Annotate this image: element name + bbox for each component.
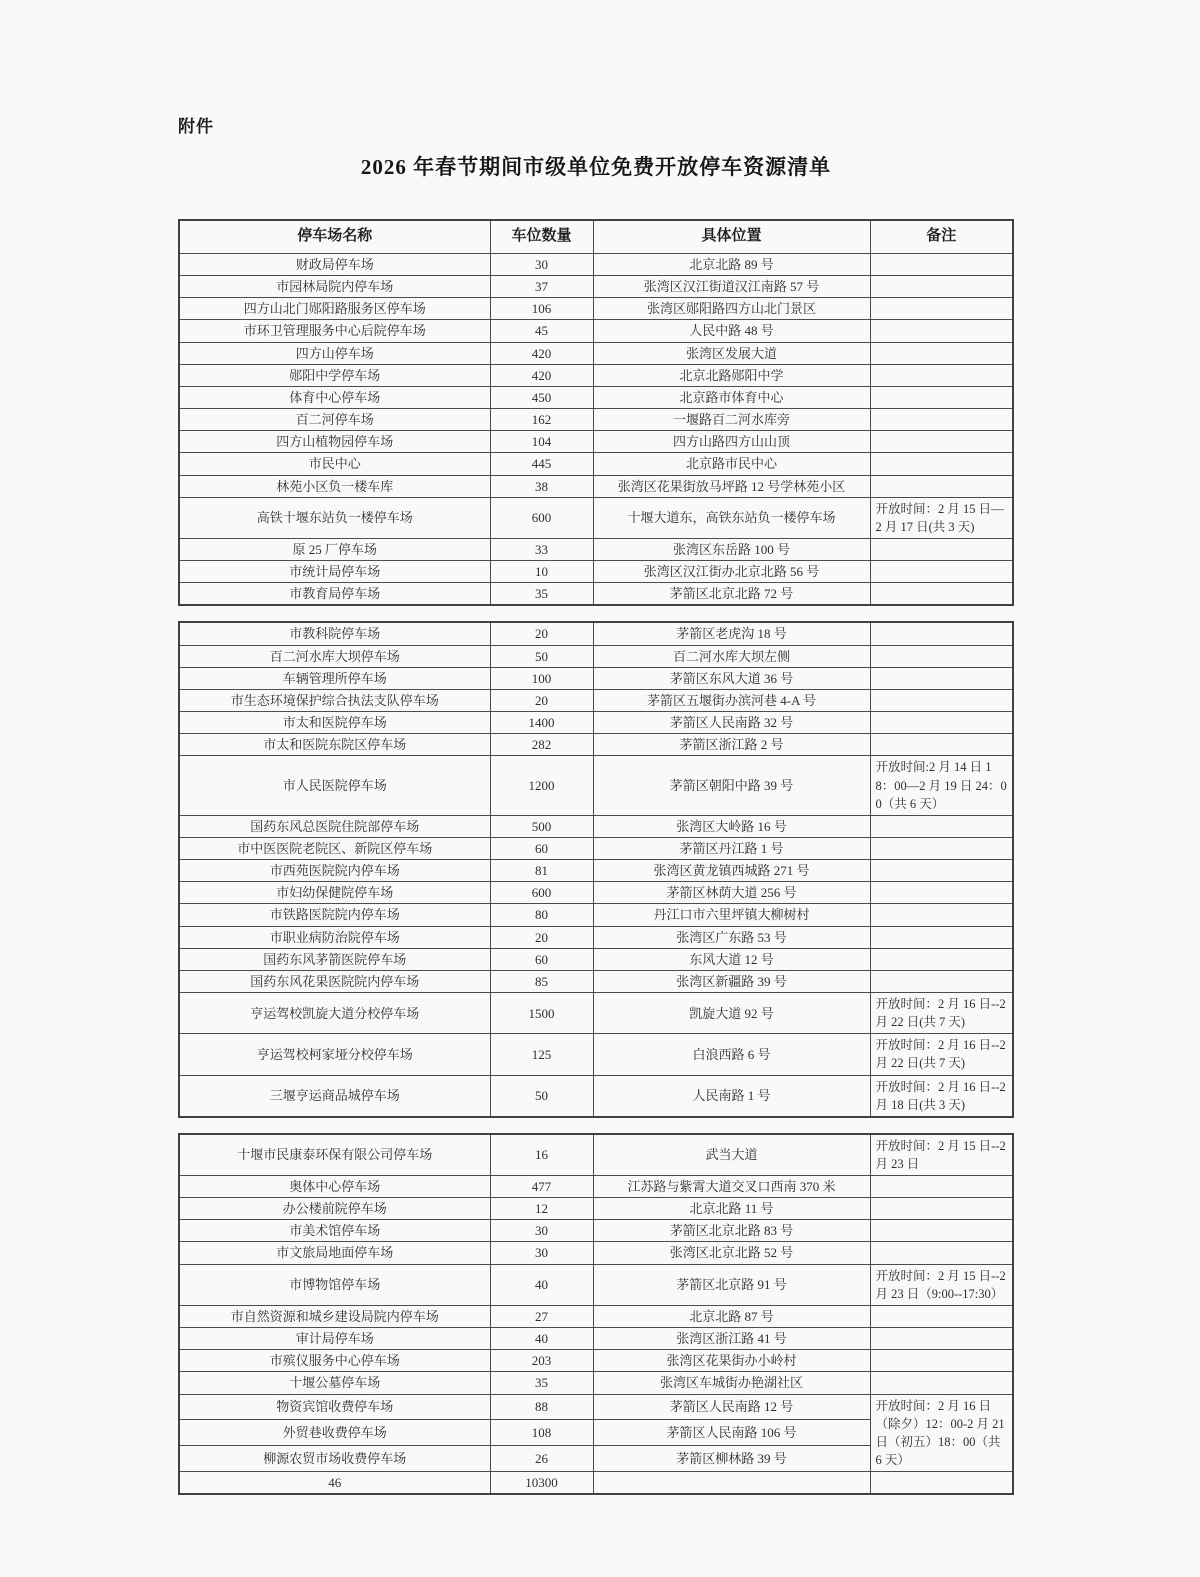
cell-name: 高铁十堰东站负一楼停车场: [179, 497, 490, 538]
cell-name: 体育中心停车场: [179, 386, 490, 408]
cell-name: 市生态环境保护综合执法支队停车场: [179, 689, 490, 711]
cell-count: 420: [490, 342, 593, 364]
cell-remark: [870, 970, 1013, 992]
cell-name: 百二河停车场: [179, 409, 490, 431]
cell-remark: [870, 622, 1013, 645]
cell-location: 张湾区广东路 53 号: [593, 926, 870, 948]
cell-location: 张湾区汉江街办北京北路 56 号: [593, 561, 870, 583]
table-row: [179, 904, 1013, 926]
table-row: [179, 561, 1013, 583]
cell-location: 茅箭区朝阳中路 39 号: [593, 756, 870, 815]
cell-name: 百二河水库大坝停车场: [179, 645, 490, 667]
table-row: [179, 1472, 1013, 1495]
table-row: [179, 298, 1013, 320]
cell-location: 茅箭区林荫大道 256 号: [593, 882, 870, 904]
cell-count: 282: [490, 734, 593, 756]
cell-count: 10300: [490, 1472, 593, 1495]
cell-remark: [870, 386, 1013, 408]
table-row: [179, 409, 1013, 431]
cell-remark: [870, 254, 1013, 276]
cell-remark: [870, 1350, 1013, 1372]
table-row: [179, 431, 1013, 453]
cell-location: [593, 1472, 870, 1495]
cell-count: 16: [490, 1134, 593, 1176]
table-row: [179, 320, 1013, 342]
header-cell-name: 停车场名称: [179, 220, 490, 254]
cell-count: 81: [490, 860, 593, 882]
cell-count: 35: [490, 583, 593, 606]
cell-count: 445: [490, 453, 593, 475]
cell-name: 四方山北门郧阳路服务区停车场: [179, 298, 490, 320]
cell-remark: [870, 364, 1013, 386]
table-row: [179, 1176, 1013, 1198]
cell-count: 38: [490, 475, 593, 497]
cell-remark: [870, 1198, 1013, 1220]
cell-name: 市环卫管理服务中心后院停车场: [179, 320, 490, 342]
cell-location: 茅箭区北京北路 72 号: [593, 583, 870, 606]
cell-name: 市自然资源和城乡建设局院内停车场: [179, 1305, 490, 1327]
table-row: [179, 926, 1013, 948]
cell-count: 600: [490, 882, 593, 904]
cell-location: 北京北路郧阳中学: [593, 364, 870, 386]
cell-count: 420: [490, 364, 593, 386]
cell-name: 市太和医院东院区停车场: [179, 734, 490, 756]
parking-table-2: [178, 621, 1014, 1117]
cell-count: 26: [490, 1446, 593, 1472]
cell-name: 四方山植物园停车场: [179, 431, 490, 453]
cell-location: 张湾区东岳路 100 号: [593, 538, 870, 560]
cell-name: 市中医医院老院区、新院区停车场: [179, 837, 490, 859]
cell-count: 88: [490, 1394, 593, 1420]
cell-remark: [870, 475, 1013, 497]
cell-remark: [870, 583, 1013, 606]
table-row: [179, 1242, 1013, 1264]
cell-location: 张湾区车城街办艳湖社区: [593, 1372, 870, 1394]
cell-name: 市教科院停车场: [179, 622, 490, 645]
cell-location: 张湾区汉江街道汉江南路 57 号: [593, 276, 870, 298]
table-row: [179, 1134, 1013, 1176]
cell-name: 外贸巷收费停车场: [179, 1420, 490, 1446]
cell-count: 500: [490, 815, 593, 837]
page-title: 2026 年春节期间市级单位免费开放停车资源清单: [360, 155, 832, 179]
cell-name: 林苑小区负一楼车库: [179, 475, 490, 497]
cell-count: 50: [490, 1075, 593, 1117]
table-row: [179, 386, 1013, 408]
table-row: [179, 948, 1013, 970]
header-cell-count: 车位数量: [490, 220, 593, 254]
cell-remark: [870, 453, 1013, 475]
cell-remark: [870, 1305, 1013, 1327]
cell-count: 40: [490, 1264, 593, 1305]
cell-count: 80: [490, 904, 593, 926]
cell-remark: 开放时间：2 月 15 日--2 月 23 日（9:00--17:30）: [870, 1264, 1013, 1305]
cell-remark: [870, 342, 1013, 364]
cell-name: 国药东风总医院住院部停车场: [179, 815, 490, 837]
cell-location: 北京北路 87 号: [593, 1305, 870, 1327]
cell-name: 市园林局院内停车场: [179, 276, 490, 298]
cell-count: 1500: [490, 993, 593, 1034]
cell-location: 张湾区新疆路 39 号: [593, 970, 870, 992]
cell-count: 12: [490, 1198, 593, 1220]
cell-remark: [870, 837, 1013, 859]
cell-count: 162: [490, 409, 593, 431]
cell-remark: [870, 1328, 1013, 1350]
cell-location: 十堰大道东，高铁东站负一楼停车场: [593, 497, 870, 538]
cell-location: 茅箭区人民南路 32 号: [593, 712, 870, 734]
table-row: [179, 1198, 1013, 1220]
cell-name: 46: [179, 1472, 490, 1495]
cell-name: 市文旅局地面停车场: [179, 1242, 490, 1264]
cell-remark: [870, 734, 1013, 756]
cell-count: 40: [490, 1328, 593, 1350]
cell-name: 市教育局停车场: [179, 583, 490, 606]
cell-location: 张湾区发展大道: [593, 342, 870, 364]
cell-count: 27: [490, 1305, 593, 1327]
cell-name: 物资宾馆收费停车场: [179, 1394, 490, 1420]
parking-table-1: [178, 219, 1014, 606]
table-row: [179, 860, 1013, 882]
table-row: [179, 622, 1013, 645]
cell-remark: [870, 815, 1013, 837]
cell-remark: [870, 667, 1013, 689]
table-row: [179, 1220, 1013, 1242]
cell-count: 125: [490, 1034, 593, 1075]
table-row: [179, 1350, 1013, 1372]
cell-count: 35: [490, 1372, 593, 1394]
cell-location: 茅箭区五堰街办滨河巷 4-A 号: [593, 689, 870, 711]
cell-location: 人民中路 48 号: [593, 320, 870, 342]
cell-remark: [870, 860, 1013, 882]
cell-count: 104: [490, 431, 593, 453]
cell-count: 37: [490, 276, 593, 298]
cell-remark: 开放时间:2 月 14 日 18：00—2 月 19 日 24：00（共 6 天）: [870, 756, 1013, 815]
header-row: [179, 220, 1013, 254]
table-row: [179, 276, 1013, 298]
cell-name: 十堰市民康泰环保有限公司停车场: [179, 1134, 490, 1176]
cell-name: 三堰亨运商品城停车场: [179, 1075, 490, 1117]
cell-name: 财政局停车场: [179, 254, 490, 276]
table-row: [179, 1394, 1013, 1420]
table-row: [179, 538, 1013, 560]
cell-count: 1200: [490, 756, 593, 815]
table-row: [179, 993, 1013, 1034]
cell-count: 30: [490, 254, 593, 276]
cell-location: 茅箭区北京路 91 号: [593, 1264, 870, 1305]
cell-remark: 开放时间：2 月 15 日—2 月 17 日(共 3 天): [870, 497, 1013, 538]
table-row: [179, 475, 1013, 497]
table-row: [179, 1264, 1013, 1305]
cell-location: 武当大道: [593, 1134, 870, 1176]
cell-name: 市太和医院停车场: [179, 712, 490, 734]
cell-name: 亨运驾校凯旋大道分校停车场: [179, 993, 490, 1034]
cell-count: 450: [490, 386, 593, 408]
cell-remark: 开放时间：2 月 15 日--2 月 23 日: [870, 1134, 1013, 1176]
cell-location: 江苏路与紫霄大道交叉口西南 370 米: [593, 1176, 870, 1198]
cell-location: 张湾区北京北路 52 号: [593, 1242, 870, 1264]
cell-location: 茅箭区柳林路 39 号: [593, 1446, 870, 1472]
cell-count: 20: [490, 926, 593, 948]
cell-count: 477: [490, 1176, 593, 1198]
cell-location: 北京北路 11 号: [593, 1198, 870, 1220]
cell-count: 85: [490, 970, 593, 992]
cell-name: 十堰公墓停车场: [179, 1372, 490, 1394]
cell-remark: [870, 645, 1013, 667]
cell-location: 茅箭区北京北路 83 号: [593, 1220, 870, 1242]
table-row: [179, 1372, 1013, 1394]
cell-location: 张湾区郧阳路四方山北门景区: [593, 298, 870, 320]
table-row: [179, 689, 1013, 711]
cell-remark: [870, 320, 1013, 342]
cell-location: 北京路市民中心: [593, 453, 870, 475]
table-row: [179, 837, 1013, 859]
table-row: [179, 1075, 1013, 1117]
cell-location: 茅箭区人民南路 12 号: [593, 1394, 870, 1420]
table-row: [179, 645, 1013, 667]
cell-remark: 开放时间：2 月 16 日--2 月 18 日(共 3 天): [870, 1075, 1013, 1117]
cell-location: 张湾区大岭路 16 号: [593, 815, 870, 837]
cell-remark: 开放时间：2 月 16 日--2 月 22 日(共 7 天): [870, 1034, 1013, 1075]
cell-count: 106: [490, 298, 593, 320]
cell-count: 30: [490, 1242, 593, 1264]
cell-count: 10: [490, 561, 593, 583]
table-row: [179, 734, 1013, 756]
cell-location: 人民南路 1 号: [593, 1075, 870, 1117]
parking-table-3: [178, 1133, 1014, 1495]
cell-count: 108: [490, 1420, 593, 1446]
header-cell-location: 具体位置: [593, 220, 870, 254]
cell-name: 车辆管理所停车场: [179, 667, 490, 689]
cell-remark: [870, 298, 1013, 320]
cell-count: 60: [490, 837, 593, 859]
cell-remark: [870, 431, 1013, 453]
cell-name: 亨运驾校柯家垭分校停车场: [179, 1034, 490, 1075]
table-row: [179, 1328, 1013, 1350]
cell-location: 一堰路百二河水库旁: [593, 409, 870, 431]
cell-remark: [870, 1176, 1013, 1198]
cell-location: 茅箭区丹江路 1 号: [593, 837, 870, 859]
table-row: [179, 1034, 1013, 1075]
cell-location: 四方山路四方山山顶: [593, 431, 870, 453]
cell-location: 茅箭区人民南路 106 号: [593, 1420, 870, 1446]
cell-remark: [870, 538, 1013, 560]
cell-location: 茅箭区老虎沟 18 号: [593, 622, 870, 645]
cell-name: 市铁路医院院内停车场: [179, 904, 490, 926]
table-row: [179, 712, 1013, 734]
cell-location: 丹江口市六里坪镇大柳树村: [593, 904, 870, 926]
table-row: [179, 970, 1013, 992]
table-row: [179, 342, 1013, 364]
cell-name: 市职业病防治院停车场: [179, 926, 490, 948]
cell-remark: [870, 1242, 1013, 1264]
table-row: [179, 1305, 1013, 1327]
cell-remark: [870, 561, 1013, 583]
cell-remark: [870, 1220, 1013, 1242]
cell-name: 市统计局停车场: [179, 561, 490, 583]
cell-location: 白浪西路 6 号: [593, 1034, 870, 1075]
cell-remark: [870, 926, 1013, 948]
cell-count: 203: [490, 1350, 593, 1372]
table-row: [179, 583, 1013, 606]
cell-location: 东风大道 12 号: [593, 948, 870, 970]
cell-location: 张湾区黄龙镇西城路 271 号: [593, 860, 870, 882]
cell-remark: [870, 712, 1013, 734]
cell-remark: [870, 276, 1013, 298]
cell-remark: [870, 689, 1013, 711]
cell-remark: [870, 904, 1013, 926]
cell-name: 郧阳中学停车场: [179, 364, 490, 386]
cell-name: 市博物馆停车场: [179, 1264, 490, 1305]
cell-location: 百二河水库大坝左侧: [593, 645, 870, 667]
table-row: [179, 882, 1013, 904]
cell-name: 审计局停车场: [179, 1328, 490, 1350]
cell-location: 张湾区浙江路 41 号: [593, 1328, 870, 1350]
cell-location: 张湾区花果街放马坪路 12 号学林苑小区: [593, 475, 870, 497]
cell-remark: [870, 882, 1013, 904]
cell-name: 市殡仪服务中心停车场: [179, 1350, 490, 1372]
table-row: [179, 756, 1013, 815]
cell-name: 四方山停车场: [179, 342, 490, 364]
table-row: [179, 364, 1013, 386]
cell-remark: [870, 409, 1013, 431]
cell-location: 凯旋大道 92 号: [593, 993, 870, 1034]
attachment-label: 附件: [178, 117, 214, 136]
header-cell-remark: 备注: [870, 220, 1013, 254]
cell-location: 北京路市体育中心: [593, 386, 870, 408]
cell-name: 奥体中心停车场: [179, 1176, 490, 1198]
cell-location: 张湾区花果街办小岭村: [593, 1350, 870, 1372]
cell-count: 20: [490, 689, 593, 711]
cell-name: 国药东风茅箭医院停车场: [179, 948, 490, 970]
cell-count: 1400: [490, 712, 593, 734]
cell-location: 茅箭区浙江路 2 号: [593, 734, 870, 756]
cell-remark: 开放时间：2 月 16 日--2 月 22 日(共 7 天): [870, 993, 1013, 1034]
table-row: [179, 497, 1013, 538]
cell-name: 市美术馆停车场: [179, 1220, 490, 1242]
cell-name: 市西苑医院院内停车场: [179, 860, 490, 882]
cell-name: 原 25 厂停车场: [179, 538, 490, 560]
cell-count: 100: [490, 667, 593, 689]
table-row: [179, 453, 1013, 475]
cell-remark: [870, 1372, 1013, 1394]
cell-remark: [870, 1472, 1013, 1495]
document-body: [178, 112, 1023, 1495]
cell-name: 市人民医院停车场: [179, 756, 490, 815]
cell-count: 60: [490, 948, 593, 970]
cell-name: 柳源农贸市场收费停车场: [179, 1446, 490, 1472]
cell-count: 50: [490, 645, 593, 667]
cell-name: 办公楼前院停车场: [179, 1198, 490, 1220]
table-row: [179, 815, 1013, 837]
cell-name: 市民中心: [179, 453, 490, 475]
cell-name: 国药东风花果医院院内停车场: [179, 970, 490, 992]
table-row: [179, 667, 1013, 689]
cell-remark: [870, 948, 1013, 970]
cell-remark: 开放时间：2 月 16 日（除夕）12：00-2 月 21 日（初五）18：00（共 6 天）: [870, 1394, 1013, 1472]
cell-location: 茅箭区东风大道 36 号: [593, 667, 870, 689]
table-row: [179, 254, 1013, 276]
cell-location: 北京北路 89 号: [593, 254, 870, 276]
cell-count: 45: [490, 320, 593, 342]
cell-count: 30: [490, 1220, 593, 1242]
cell-count: 33: [490, 538, 593, 560]
cell-count: 20: [490, 622, 593, 645]
cell-count: 600: [490, 497, 593, 538]
cell-name: 市妇幼保健院停车场: [179, 882, 490, 904]
